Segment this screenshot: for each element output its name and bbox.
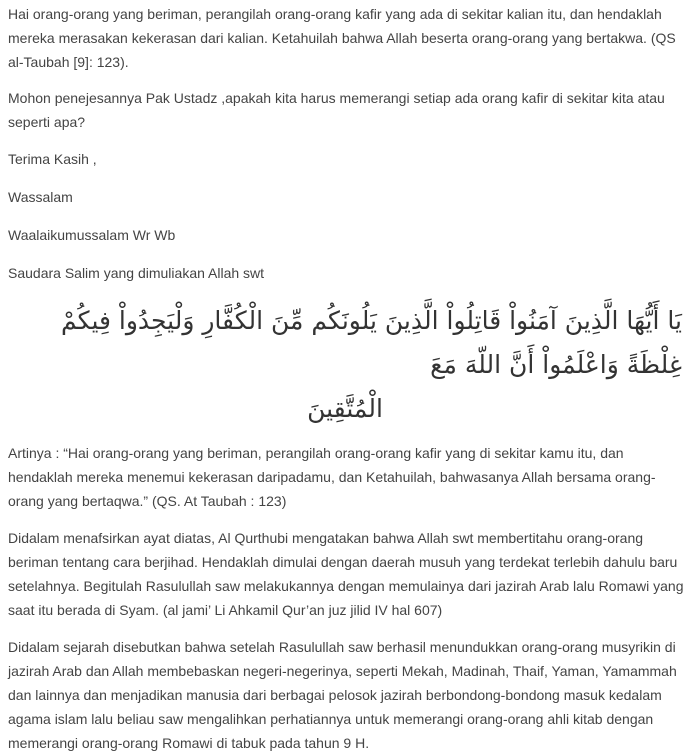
arabic-verse <box>8 299 684 431</box>
article-body <box>0 2 692 755</box>
question-paragraph: Mohon penejesannya Pak Ustadz ,apakah kita harus memerangi setiap ada orang kafir di sekitar kita atau seperti apa? <box>8 90 665 130</box>
tafsir-paragraph: Didalam menafsirkan ayat diatas, Al Qurthubi mengatakan bahwa Allah swt membertitahu orang-orang beriman tentang cara berjihad. Hendaklah dimulai dengan daerah musuh yang terdekat terlebih dahulu baru setelahnya. Begitulah Rasulullah saw melakukannya dengan memulainya dari jazirah Arab lalu Romawi yang saat itu berada di Syam. (al jami’ Li Ahkamil Qur’an juz jilid IV hal 607) <box>8 530 684 618</box>
verse-quote-paragraph: Hai orang-orang yang beriman, perangilah orang-orang kafir yang ada di sekitar kalian itu, dan hendaklah mereka merasakan kekerasan dari kalian. Ketahuilah bahwa Allah beserta orang-orang yang bertakwa. (QS al-Taubah [9]: 123). <box>8 6 676 70</box>
translation-paragraph: Artinya : “Hai orang-orang yang beriman, perangilah orang-orang kafir yang di sekitar kamu itu, dan hendaklah mereka menemui kekerasan daripadamu, dan Ketahuilah, bahwasanya Allah bersama orang-orang yang bertaqwa.” (QS. At Taubah : 123) <box>8 445 656 509</box>
history-paragraph: Didalam sejarah disebutkan bahwa setelah Rasulullah saw berhasil menundukkan orang-orang musyrikin di jazirah Arab dan Allah membebaskan negeri-negerinya, seperti Mekah, Madinah, Thaif, Yaman, Yamammah dan lainnya dan menjadikan manusia dari berbagai pelosok jazirah berbondong-bondong masuk kedalam agama islam lalu beliau saw mengalihkan perhatiannya untuk memerangi orang-orang ahli kitab dengan memerangi orang-orang Romawi di tabuk pada tahun 9 H. <box>8 639 677 751</box>
salutation-line: Saudara Salim yang dimuliakan Allah swt <box>8 265 265 281</box>
reply-greeting-line: Waalaikumussalam Wr Wb <box>8 227 176 243</box>
closing-line: Wassalam <box>8 189 73 205</box>
thanks-line: Terima Kasih , <box>8 151 97 167</box>
arabic-verse-line-2: الْمُتَّقِينَ <box>307 394 383 423</box>
arabic-verse-line-1: يَا أَيُّهَا الَّذِينَ آمَنُواْ قَاتِلُواْ الَّذِينَ يَلُونَكُم مِّنَ الْكُفَّارِ وَلْيَجِدُواْ فِيكُمْ غِلْظَةً وَاعْلَمُواْ أَنَّ اللّهَ مَعَ <box>61 306 682 379</box>
